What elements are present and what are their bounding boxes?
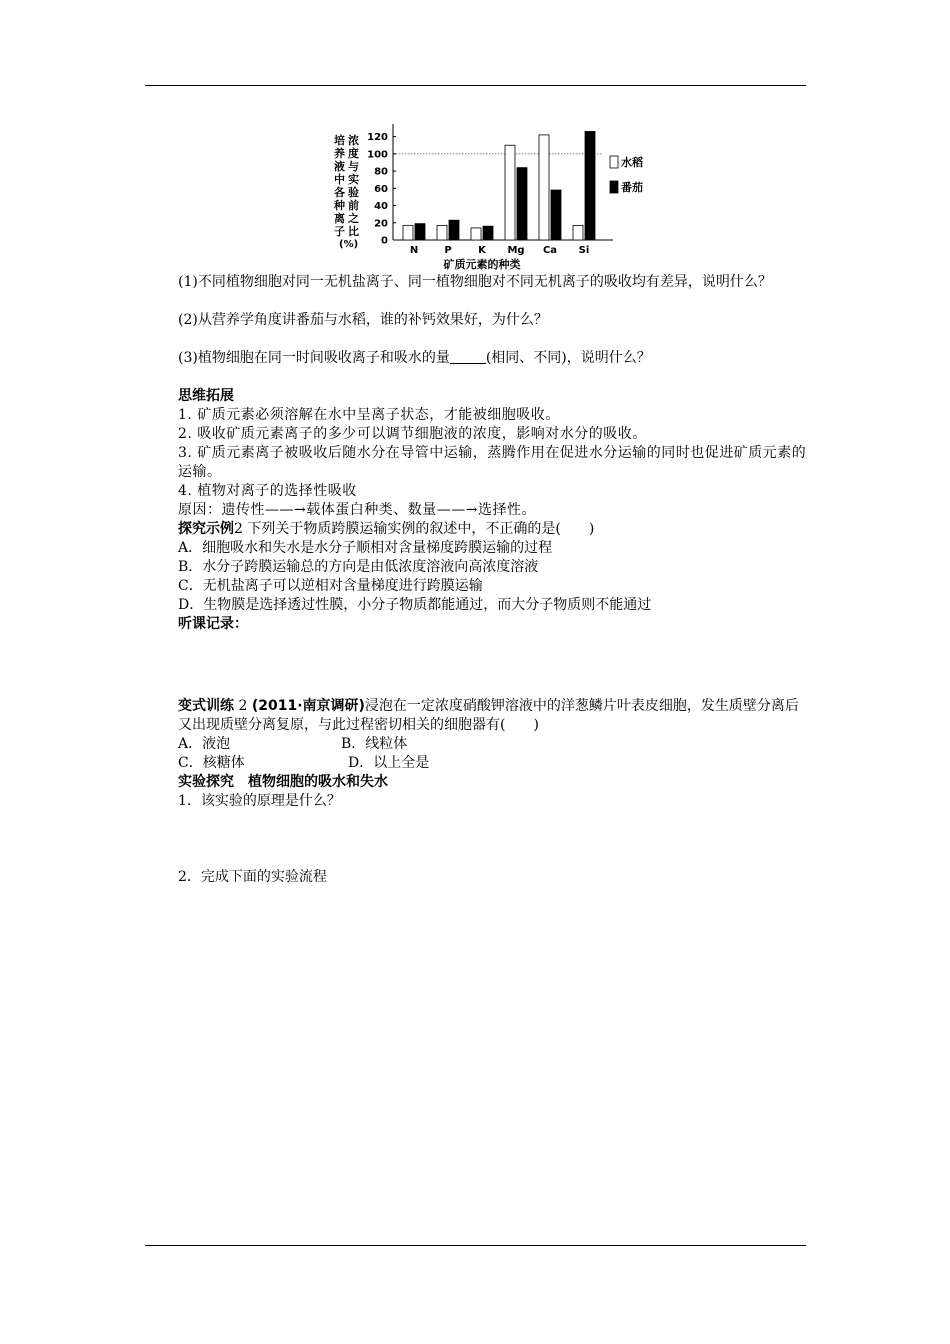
y-tick-label: 100	[367, 149, 388, 161]
ylabel-char: 离	[334, 212, 345, 225]
variant-stem: 浸泡在一定浓度硝酸钾溶液中的洋葱鳞片叶表皮细胞，发生质壁分离后又出现质壁分离复原，与此过程密切相关的细胞器有( )	[178, 698, 799, 733]
legend-label-2: 番茄	[621, 181, 643, 194]
bar-K-2	[483, 226, 493, 240]
answer-blank[interactable]	[450, 349, 486, 364]
thinking-reason: 原因：遗传性——→载体蛋白种类、数量——→选择性。	[178, 502, 536, 518]
ion-uptake-chart	[330, 120, 660, 275]
bar-Ca-2	[551, 190, 561, 240]
experiment-question-1: 1．该实验的原理是什么？	[178, 793, 341, 809]
bar-Mg-1	[505, 145, 515, 240]
bar-P-2	[449, 220, 459, 240]
example-option-a: A．细胞吸水和失水是水分子顺相对含量梯度跨膜运输的过程	[178, 540, 553, 556]
x-tick-label: K	[478, 245, 486, 256]
chart-svg	[330, 120, 660, 275]
variant-option-a: A．液泡	[178, 736, 231, 752]
thinking-title: 思维拓展	[178, 388, 234, 404]
variant-label: 变式训练	[178, 698, 234, 714]
x-tick-label: Ca	[542, 245, 558, 256]
ylabel-char: 验	[348, 186, 359, 199]
ylabel-char: 养	[334, 147, 345, 160]
experiment-question-2: 2．完成下面的实验流程	[178, 869, 327, 885]
ylabel-char: 度	[348, 147, 359, 160]
y-tick-label: 40	[374, 201, 388, 213]
ylabel-char: 前	[348, 199, 359, 212]
x-tick-label: Si	[578, 245, 590, 256]
example-label: 探究示例	[178, 521, 234, 537]
thinking-item-4: 4. 植物对离子的选择性吸收	[178, 483, 357, 499]
bar-N-2	[415, 224, 425, 240]
x-tick-label: P	[444, 245, 452, 256]
x-axis-label: 矿质元素的种类	[443, 258, 521, 271]
ylabel-char: 培	[334, 134, 345, 147]
bar-Si-2	[585, 131, 595, 240]
bar-N-1	[403, 225, 413, 240]
x-tick-label: N	[409, 245, 419, 256]
example-option-c: C．无机盐离子可以逆相对含量梯度进行跨膜运输	[178, 578, 483, 594]
ylabel-char: 实	[348, 173, 359, 186]
variant-option-b: B．线粒体	[341, 736, 408, 752]
ylabel-char: 中	[334, 173, 345, 186]
legend-swatch-2	[610, 181, 618, 193]
variant-option-c: C．核糖体	[178, 755, 245, 771]
thinking-item-2: 2. 吸收矿质元素离子的多少可以调节细胞液的浓度，影响对水分的吸收。	[178, 426, 647, 442]
y-tick-label: 80	[374, 166, 388, 178]
y-tick-label: 0	[381, 235, 388, 247]
ylabel-char: 液	[334, 160, 345, 173]
ylabel-char: 各	[334, 186, 345, 199]
ylabel-char: 比	[348, 225, 359, 238]
bar-P-1	[437, 225, 447, 240]
bar-Mg-2	[517, 168, 527, 240]
question-3-text: (3)植物细胞在同一时间吸收离子和吸水的量	[178, 350, 450, 366]
question-1: (1)不同植物细胞对同一无机盐离子、同一植物细胞对不同无机离子的吸收均有差异，说明什么？	[178, 274, 772, 290]
header-rule	[145, 85, 806, 86]
y-tick-label: 20	[374, 218, 388, 230]
question-3	[178, 349, 808, 368]
ylabel-char: 与	[348, 160, 359, 173]
notes-label: 听课记录：	[178, 616, 248, 632]
variant-source: (2011·南京调研)	[251, 698, 365, 714]
x-tick-label: Mg	[507, 245, 525, 256]
question-3-tail: (相同、不同)，说明什么？	[485, 350, 651, 366]
example-2	[178, 520, 808, 539]
example-number: 2	[234, 521, 243, 537]
variant-number: 2	[238, 698, 248, 714]
bar-Ca-1	[539, 135, 549, 240]
variant-2	[178, 697, 808, 735]
ylabel-char: 种	[334, 199, 345, 212]
thinking-item-3: 3. 矿质元素离子被吸收后随水分在导管中运输，蒸腾作用在促进水分运输的同时也促进矿质元素的运输。	[178, 445, 807, 480]
example-option-b: B．水分子跨膜运输总的方向是由低浓度溶液向高浓度溶液	[178, 559, 539, 575]
legend-label-1: 水稻	[621, 156, 643, 169]
y-tick-label: 120	[367, 132, 388, 144]
question-2: (2)从营养学角度讲番茄与水稻，谁的补钙效果好，为什么？	[178, 312, 548, 328]
variant-option-d: D．以上全是	[348, 755, 430, 771]
variant-options-row-1	[178, 735, 808, 754]
ylabel-char: 浓	[348, 134, 359, 147]
y-tick-label: 60	[374, 183, 388, 195]
worksheet-content	[178, 273, 808, 887]
example-stem: 下列关于物质跨膜运输实例的叙述中，不正确的是( )	[247, 521, 595, 537]
footer-rule	[145, 1245, 806, 1246]
thinking-item-1: 1. 矿质元素必须溶解在水中呈离子状态，才能被细胞吸收。	[178, 407, 560, 423]
ylabel-char: 子	[334, 225, 345, 238]
ylabel-unit: (%)	[339, 239, 359, 250]
ylabel-char: 之	[348, 212, 359, 225]
experiment-title: 实验探究 植物细胞的吸水和失水	[178, 774, 388, 790]
example-option-d: D．生物膜是选择透过性膜，小分子物质都能通过，而大分子物质则不能通过	[178, 597, 652, 613]
variant-options-row-2	[178, 754, 808, 773]
bar-K-1	[471, 228, 481, 240]
bar-Si-1	[573, 225, 583, 240]
legend-swatch-1	[610, 156, 618, 168]
